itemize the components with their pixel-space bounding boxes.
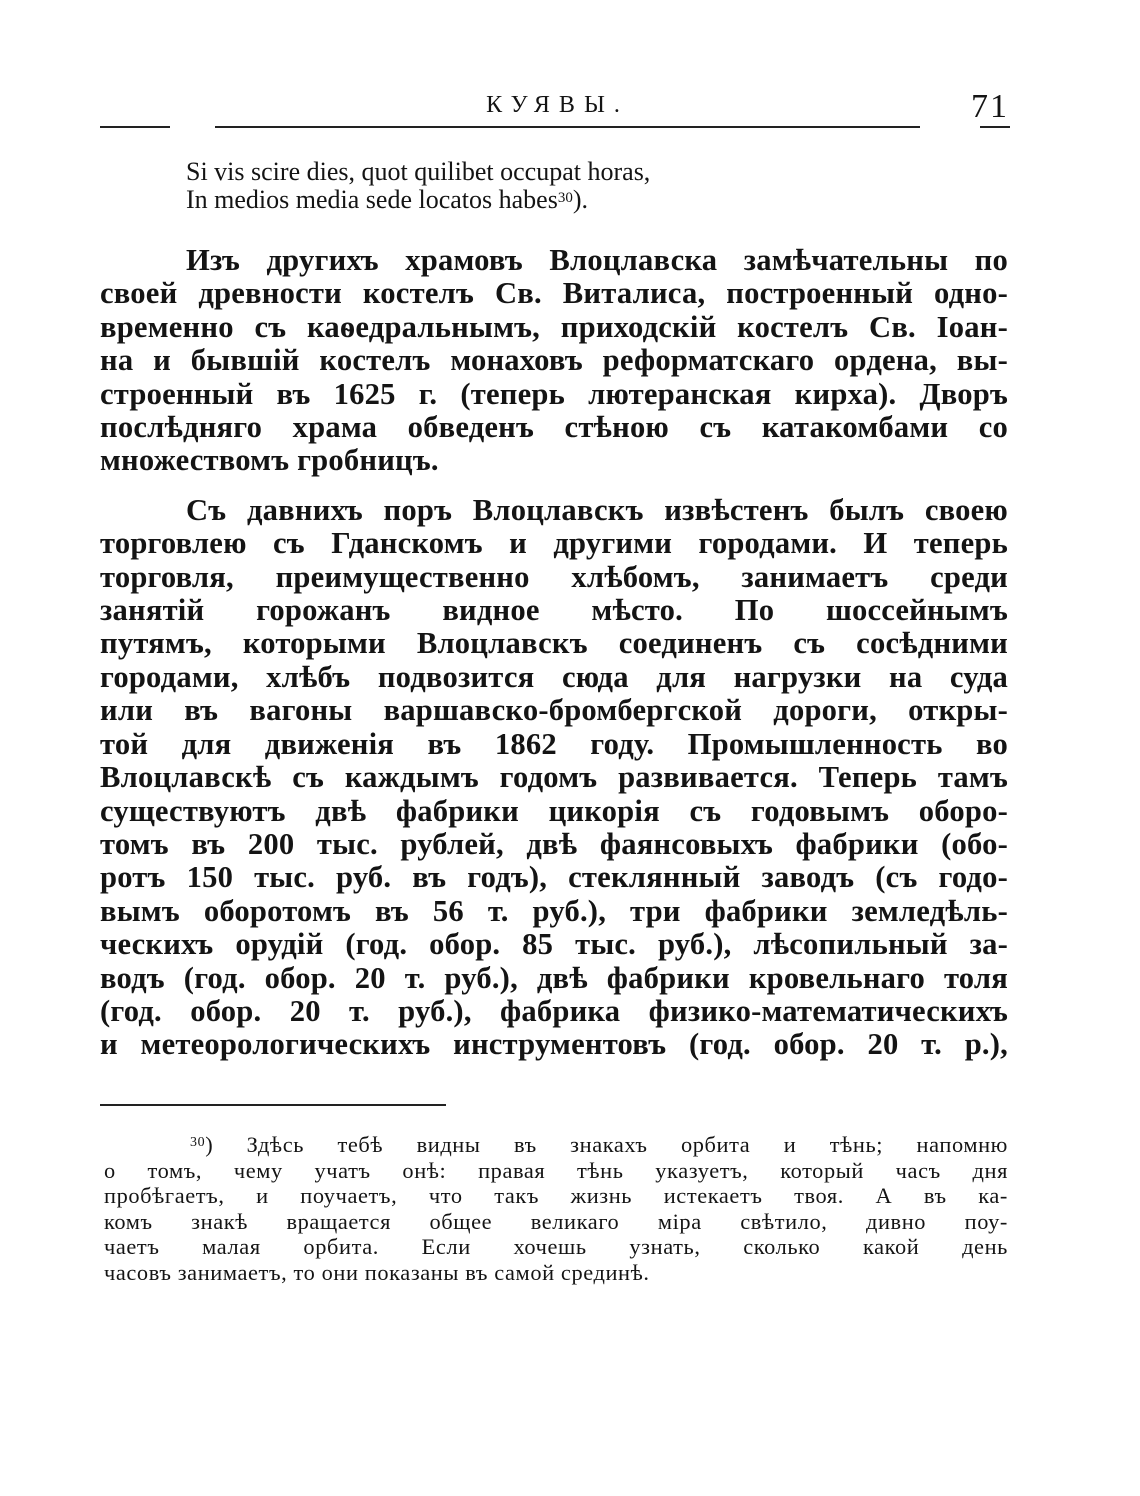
footnote-separator <box>100 1104 446 1106</box>
verse-line-2-text: In medios media sede locatos habes <box>186 185 558 214</box>
text-line: водъ (год. обор. 20 т. руб.), двѣ фабрики кровельнаго толя <box>100 960 1008 995</box>
footnote-reference: 30 <box>557 190 573 206</box>
verse-line-2-end: ). <box>572 185 589 214</box>
running-title: КУЯВЫ. <box>486 92 629 118</box>
running-header <box>100 88 1015 128</box>
text-line: торговля, преимущественно хлѣбомъ, занимаетъ среди <box>100 559 1008 594</box>
text-line: ческихъ орудій (год. обор. 85 тыс. руб.), лѣсопильный за- <box>100 927 1008 962</box>
text-line: послѣдняго храма обведенъ стѣною съ катакомбами со <box>100 410 1008 445</box>
text-line: своей древности костелъ Св. Виталиса, построенный одно- <box>100 276 1008 311</box>
text-line: строенный въ 1625 г. (теперь лютеранская кирха). Дворъ <box>100 376 1008 411</box>
paragraph-2 <box>100 494 1008 1062</box>
latin-verse <box>186 158 650 214</box>
footnote-line: часовъ занимаетъ, то они показаны въ самой срединѣ. <box>104 1259 650 1285</box>
footnote-line: комъ знакѣ вращается общее великаго міра свѣтило, дивно поу- <box>104 1208 1008 1234</box>
footnote <box>104 1132 1008 1286</box>
text-line: и метеорологическихъ инструментовъ (год. обор. 20 т. р.), <box>100 1027 1008 1062</box>
main-text <box>100 244 1008 1062</box>
text-line: или въ вагоны варшавско-бромбергской дороги, откры- <box>100 693 1008 728</box>
text-line: ротъ 150 тыс. руб. въ годъ), стеклянный заводъ (съ годо- <box>100 860 1008 895</box>
text-line: множествомъ гробницъ. <box>100 443 439 478</box>
text-line: торговлею съ Гданскомъ и другими городами. И теперь <box>100 526 1008 561</box>
text-line: Съ давнихъ поръ Влоцлавскъ извѣстенъ былъ своею <box>186 492 1008 527</box>
text-line: путямъ, которыми Влоцлавскъ соединенъ съ сосѣдними <box>100 626 1008 661</box>
text-line: занятій горожанъ видное мѣсто. По шоссейнымъ <box>100 593 1008 628</box>
footnote-line: о томъ, чему учатъ онѣ: правая тѣнь указуетъ, который часъ дня <box>104 1157 1008 1183</box>
page-number: 71 <box>971 88 1009 125</box>
verse-line-2 <box>186 186 650 214</box>
text-line: Изъ другихъ храмовъ Влоцлавска замѣчательны по <box>186 243 1008 277</box>
text-line: временно съ каѳедральнымъ, приходскій костелъ Св. Іоан- <box>100 309 1008 344</box>
footnote-marker: 30 <box>190 1135 206 1150</box>
header-rule <box>215 126 920 128</box>
footnote-line <box>104 1132 1008 1158</box>
footnote-line: пробѣгаетъ, и поучаетъ, что такъ жизнь истекаетъ твоя. А въ ка- <box>104 1183 1008 1209</box>
footnote-line: чаетъ малая орбита. Если хочешь узнать, сколько какой день <box>104 1234 1008 1260</box>
text-line: существуютъ двѣ фабрики цикорія съ годовымъ оборо- <box>100 793 1008 828</box>
text-line: вымъ оборотомъ въ 56 т. руб.), три фабрики земледѣль- <box>100 893 1008 928</box>
header-rule <box>980 126 1010 128</box>
header-rule <box>100 126 170 128</box>
text-line: городами, хлѣбъ подвозится сюда для нагрузки на суда <box>100 659 1008 694</box>
text-line: той для движенія въ 1862 году. Промышленность во <box>100 726 1008 761</box>
text-line: томъ въ 200 тыс. рублей, двѣ фаянсовыхъ фабрики (обо- <box>100 826 1008 861</box>
text-line: Влоцлавскѣ съ каждымъ годомъ развивается. Теперь тамъ <box>100 760 1008 795</box>
verse-line-1: Si vis scire dies, quot quilibet occupat horas, <box>186 157 651 186</box>
text-line: (год. обор. 20 т. руб.), фабрика физико-математическихъ <box>100 993 1008 1028</box>
footnote-line-text: ) Здѣсь тебѣ видны въ знакахъ орбита и тѣнь; напомню <box>205 1132 1008 1157</box>
paragraph-1 <box>100 244 1008 478</box>
text-line: на и бывшій костелъ монаховъ реформатскаго ордена, вы- <box>100 343 1008 378</box>
